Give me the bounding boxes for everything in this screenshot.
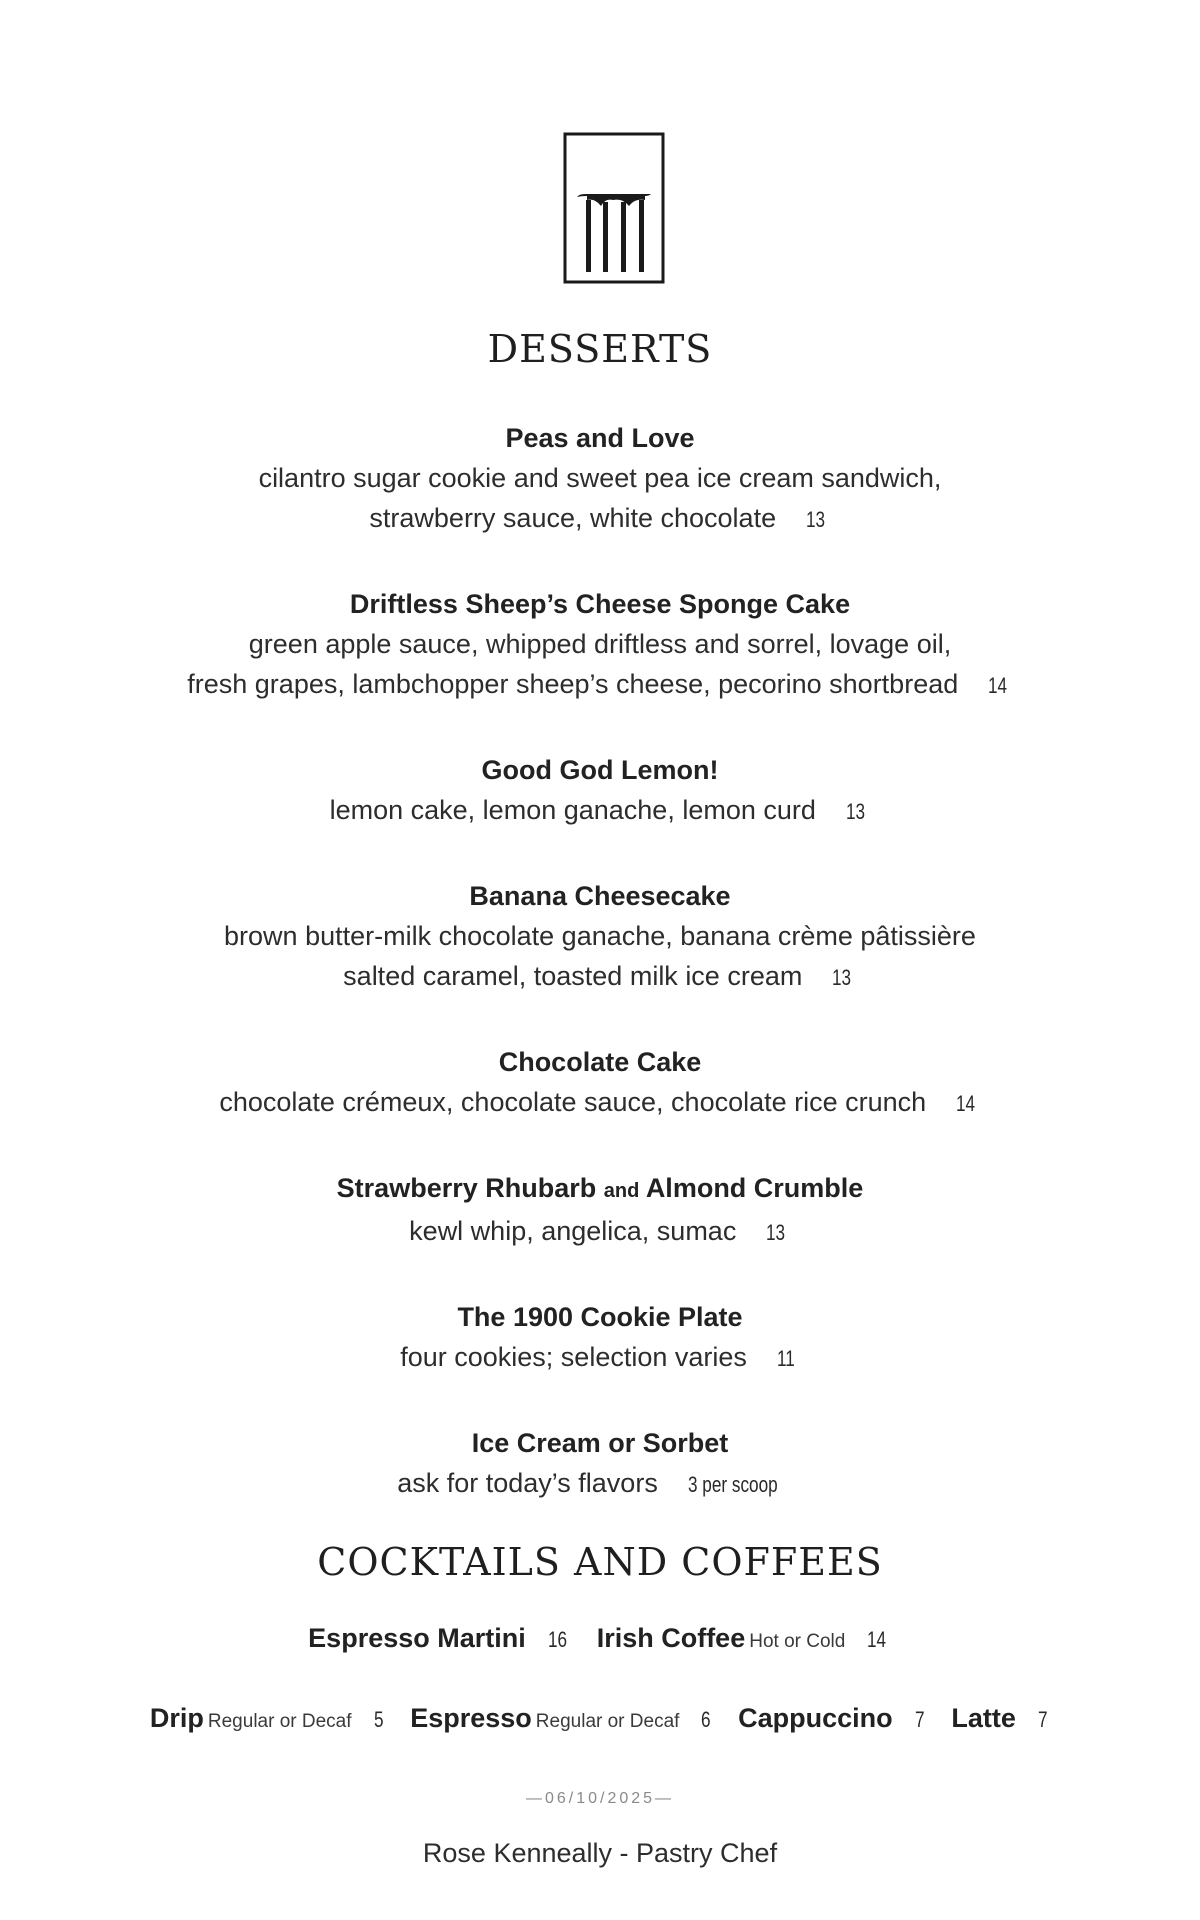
dessert-name: [0, 1168, 1200, 1211]
dessert-desc-line-with-price: [0, 956, 1200, 998]
dessert-item-peas-and-love: [0, 418, 1200, 540]
column-arches-logo-icon: [563, 132, 665, 284]
dessert-item-chocolate-cake: [0, 1042, 1200, 1124]
dessert-item-sponge-cake: [0, 584, 1200, 706]
drink-name: Irish Coffee: [596, 1623, 746, 1653]
drink-name: Latte: [951, 1703, 1016, 1733]
dessert-desc-line-with-price: [0, 498, 1200, 540]
dessert-desc-text: strawberry sauce, white chocolate: [369, 503, 777, 533]
drink-price: 14: [867, 1627, 887, 1652]
drink-item-drip: [150, 1703, 386, 1734]
dessert-price: 14: [956, 1091, 976, 1116]
coffees-row: [0, 1703, 1200, 1734]
dessert-desc-text: fresh grapes, lambchopper sheep’s cheese, pecorino shortbread: [187, 669, 959, 699]
dessert-desc-text: salted caramel, toasted milk ice cream: [343, 961, 803, 991]
dessert-item-banana-cheesecake: [0, 876, 1200, 998]
drink-item-espresso: [410, 1703, 713, 1734]
drink-item-latte: [951, 1703, 1050, 1734]
dessert-desc-text: chocolate crémeux, chocolate sauce, chocolate rice crunch: [219, 1087, 927, 1117]
drink-option: Regular or Decaf: [207, 1711, 352, 1732]
dessert-name: Good God Lemon!: [481, 755, 719, 785]
dessert-desc-text: kewl whip, angelica, sumac: [409, 1216, 737, 1246]
dessert-name: The 1900 Cookie Plate: [457, 1302, 743, 1332]
dessert-name: Driftless Sheep’s Cheese Sponge Cake: [349, 589, 851, 619]
dessert-desc-line: green apple sauce, whipped driftless and sorrel, lovage oil,: [248, 629, 952, 659]
dessert-desc-line: brown butter-milk chocolate ganache, banana crème pâtissière: [224, 921, 976, 951]
drink-price: 6: [701, 1707, 711, 1732]
dessert-desc-text: four cookies; selection varies: [400, 1342, 747, 1372]
dessert-name: Peas and Love: [505, 423, 695, 453]
dessert-name-and: and: [603, 1180, 640, 1202]
dessert-desc-line-with-price: [0, 1082, 1200, 1124]
cocktails-heading: COCKTAILS AND COFFEES: [317, 1540, 883, 1584]
drink-price: 5: [373, 1707, 384, 1732]
drink-price: 7: [1037, 1707, 1048, 1732]
dessert-name: Banana Cheesecake: [469, 881, 731, 911]
drink-option: Regular or Decaf: [535, 1711, 680, 1732]
dessert-desc-line: cilantro sugar cookie and sweet pea ice cream sandwich,: [258, 463, 942, 493]
drink-item-irish-coffee: [597, 1623, 892, 1654]
drink-name: Espresso Martini: [308, 1623, 526, 1653]
dessert-desc-line-with-price: [0, 1337, 1200, 1379]
dessert-price: 14: [988, 673, 1008, 698]
menu-date: —06/10/2025—: [525, 1790, 675, 1807]
dessert-name: Ice Cream or Sorbet: [471, 1428, 729, 1458]
desserts-heading: DESSERTS: [487, 327, 713, 371]
dessert-desc-line-with-price: [0, 790, 1200, 832]
drink-option: Hot or Cold: [749, 1631, 846, 1652]
dessert-price: 13: [806, 507, 826, 532]
drink-item-cappuccino: [738, 1703, 927, 1734]
dessert-desc-line-with-price: [0, 1211, 1200, 1253]
dessert-price: 13: [832, 965, 852, 990]
dessert-name-part: Strawberry Rhubarb: [336, 1173, 597, 1203]
dessert-desc-line-with-price: [0, 664, 1200, 706]
drink-name: Drip: [149, 1703, 204, 1733]
dessert-item-strawberry-rhubarb: [0, 1168, 1200, 1253]
dessert-desc-line-with-price: [0, 1463, 1200, 1505]
dessert-desc-text: ask for today’s flavors: [397, 1468, 658, 1498]
dessert-list: [0, 418, 1200, 1549]
dessert-item-cookie-plate: [0, 1297, 1200, 1379]
dessert-price: 11: [776, 1346, 795, 1371]
dessert-desc-text: lemon cake, lemon ganache, lemon curd: [329, 795, 816, 825]
drink-price: 16: [547, 1627, 567, 1652]
drink-name: Espresso: [410, 1703, 532, 1733]
dessert-item-ice-cream: [0, 1423, 1200, 1505]
dessert-item-good-god-lemon: [0, 750, 1200, 832]
drink-name: Cappuccino: [738, 1703, 893, 1733]
cocktails-row: [0, 1623, 1200, 1654]
dessert-price: 13: [845, 799, 865, 824]
drink-item-espresso-martini: [308, 1623, 572, 1654]
dessert-name: Chocolate Cake: [498, 1047, 702, 1077]
dessert-name-part: Almond Crumble: [645, 1173, 864, 1203]
chef-credit: Rose Kenneally - Pastry Chef: [422, 1838, 778, 1868]
dessert-price: 13: [766, 1220, 786, 1245]
drink-price: 7: [914, 1707, 925, 1732]
dessert-price: 3 per scoop: [687, 1472, 778, 1497]
